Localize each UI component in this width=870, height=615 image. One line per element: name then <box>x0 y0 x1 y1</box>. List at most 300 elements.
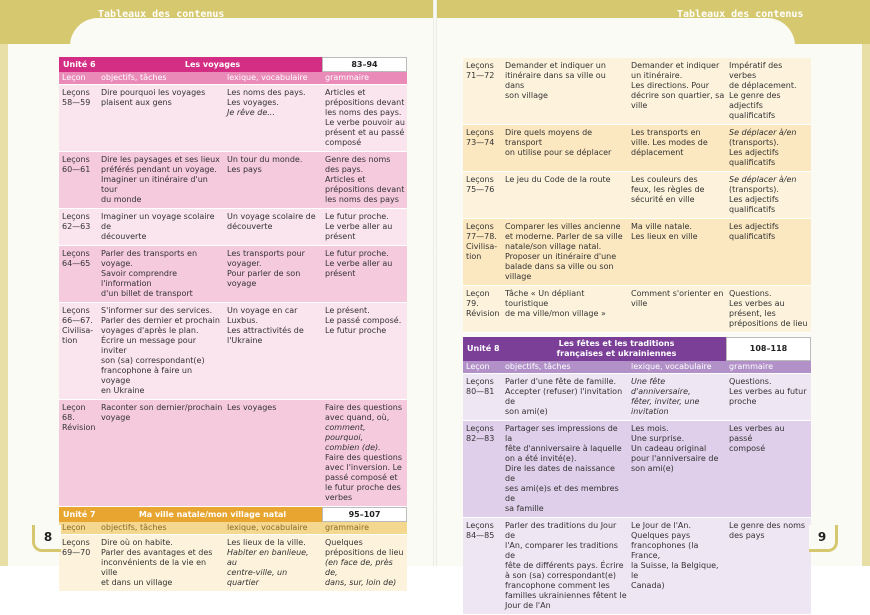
objectifs-cell <box>503 286 629 332</box>
unit-pages: 95–107 <box>322 507 407 522</box>
cell-line: Les mois. <box>631 424 669 433</box>
objectifs-cell <box>503 518 629 614</box>
lecon-cell <box>59 535 99 591</box>
cell-line: Canada) <box>631 581 665 590</box>
cell-line: francophone comment les <box>505 581 610 590</box>
cell-line: tion <box>62 336 78 345</box>
contents-table-left <box>59 57 407 592</box>
lexique-cell <box>225 400 323 506</box>
cell-line: 75—76 <box>466 185 495 194</box>
cell-line: combien (de). <box>325 443 381 452</box>
cell-line: la Suisse, la Belgique, le <box>631 561 719 580</box>
col-objectifs: objectifs, tâches <box>101 523 167 532</box>
cell-line: son ami(e) <box>505 407 548 416</box>
cell-line: présent <box>325 269 356 278</box>
lecon-cell <box>59 400 99 506</box>
lecon-cell <box>59 152 99 208</box>
cell-line: Je rêve de... <box>227 108 275 117</box>
col-grammaire: grammaire <box>325 523 370 532</box>
objectifs-cell <box>99 209 225 245</box>
unit-pages: 108–118 <box>726 337 811 361</box>
cell-line: Écrire un message pour inviter <box>101 336 197 355</box>
cell-line: Le futur proche <box>325 326 387 335</box>
lexique-cell <box>225 85 323 151</box>
unit-title-line-1: Les fêtes et les traditions <box>558 339 675 348</box>
cell-line: proche <box>729 397 757 406</box>
lecon-cell <box>463 286 503 332</box>
cell-line: Les voyages <box>227 403 277 412</box>
cell-line: en Ukraine <box>101 386 145 395</box>
lecon-cell <box>463 219 503 285</box>
lecon-cell <box>463 172 503 218</box>
unit-8-block <box>463 337 811 615</box>
cell-line: ville <box>631 101 648 110</box>
cell-line: Leçon <box>466 289 490 298</box>
cell-line: son village <box>505 91 548 100</box>
lexique-cell <box>225 209 323 245</box>
objectifs-cell <box>503 374 629 420</box>
cell-line: Questions. <box>729 377 772 386</box>
cell-line: composé <box>325 138 362 147</box>
cell-line: Parler des avantages et des <box>101 548 213 557</box>
cell-line: Un voyage en car <box>227 306 298 315</box>
cell-line: Comparer les villes ancienne <box>505 222 621 231</box>
cell-line: Jour de l'An <box>505 601 551 610</box>
cell-line: francophone à faire un voyage <box>101 366 193 385</box>
cell-line: découverte <box>101 232 147 241</box>
cell-line: invitation <box>631 407 669 416</box>
cell-line: Dire où on habite. <box>101 538 173 547</box>
lecon-cell <box>59 209 99 245</box>
cell-line: composé <box>729 444 766 453</box>
unit-7-block <box>59 507 407 592</box>
cell-line: d'un billet de transport <box>101 289 193 298</box>
lecon-cell <box>59 85 99 151</box>
cell-line: verbes <box>325 493 353 502</box>
cell-line: ville. Les modes de <box>631 138 708 147</box>
cell-line: présent, les <box>729 309 776 318</box>
cell-line: Le futur proche. <box>325 212 389 221</box>
unit-label: Unité 6 <box>63 59 96 69</box>
cell-line: itinéraire dans sa ville ou dans <box>505 71 606 90</box>
cell-line: son ami(e) <box>631 464 674 473</box>
cell-line: natale/son village natal. <box>505 242 602 251</box>
grammaire-cell <box>323 303 407 399</box>
cell-line: Luxbus. <box>227 316 258 325</box>
cell-line: Ma ville natale. <box>631 222 692 231</box>
cell-line: l'Ukraine <box>227 336 263 345</box>
cell-line: Articles et <box>325 88 366 97</box>
table-row <box>463 172 811 219</box>
cell-line: Révision <box>466 309 500 318</box>
cell-line: Leçons <box>62 306 90 315</box>
cell-line: Faire des questions <box>325 453 403 462</box>
cell-line: (en face de, près de, <box>325 558 393 577</box>
cell-line: passé composé et <box>325 473 398 482</box>
cell-line: Leçons <box>62 212 90 221</box>
cell-line: des pays <box>729 531 765 540</box>
table-row <box>463 374 811 421</box>
cell-line: Les couleurs des <box>631 175 698 184</box>
objectifs-cell <box>99 246 225 302</box>
lexique-cell <box>225 303 323 399</box>
grammaire-cell <box>323 400 407 506</box>
cell-line: un itinéraire. <box>631 71 683 80</box>
cell-line: Le passé composé. <box>325 316 402 325</box>
cell-line: prépositions de lieu <box>325 548 404 557</box>
cell-line: Le Jour de l'An. <box>631 521 691 530</box>
cell-line: Comment s'orienter en <box>631 289 724 298</box>
grammaire-cell <box>727 286 811 332</box>
unit-6-block <box>59 57 407 507</box>
cell-line: 73—74 <box>466 138 495 147</box>
column-header-row <box>463 361 811 374</box>
cell-line: 62—63 <box>62 222 91 231</box>
cell-line: Parler des dernier et prochain <box>101 316 220 325</box>
cell-line: 80—81 <box>466 387 495 396</box>
cell-line: qualificatifs <box>729 158 776 167</box>
cell-line: Les verbes au passé <box>729 424 785 443</box>
lecon-cell <box>463 518 503 614</box>
cell-line: son (sa) correspondant(e) <box>101 356 205 365</box>
grammaire-cell <box>323 209 407 245</box>
objectifs-cell <box>99 85 225 151</box>
cell-line: fête de différents pays. Écrire <box>505 561 624 570</box>
cell-line: francophones (la France, <box>631 541 699 560</box>
table-row <box>463 518 811 615</box>
cell-line: Les verbes au futur <box>729 387 807 396</box>
table-row <box>59 303 407 400</box>
cell-line: Les adjectifs <box>729 222 779 231</box>
table-row <box>463 125 811 172</box>
cell-line: Le présent. <box>325 306 370 315</box>
cell-line: Les verbes au <box>729 299 785 308</box>
lexique-cell <box>225 535 323 591</box>
cell-line: fête d'anniversaire à laquelle <box>505 444 622 453</box>
cell-line: inconvénients de la vie en ville <box>101 558 207 577</box>
cell-line: Partager ses impressions de la <box>505 424 618 443</box>
cell-line: du monde <box>101 195 142 204</box>
cell-line: ville <box>631 299 648 308</box>
cell-line: Civilisa- <box>62 326 94 335</box>
cell-line: familles ukrainiennes fêtent le <box>505 591 627 600</box>
cell-line: Quelques <box>325 538 363 547</box>
cell-line: Se déplacer à/en <box>729 128 797 137</box>
col-grammaire: grammaire <box>325 73 370 82</box>
cell-line: S'informer sur des services. <box>101 306 213 315</box>
cell-line: déplacement <box>631 148 684 157</box>
objectifs-cell <box>503 58 629 124</box>
grammaire-cell <box>323 152 407 208</box>
cell-line: Leçons <box>466 175 494 184</box>
cell-line: Leçons <box>62 538 90 547</box>
table-row <box>463 58 811 125</box>
grammaire-cell <box>727 518 811 614</box>
cell-line: Leçons <box>466 377 494 386</box>
cell-line: (transports). <box>729 138 779 147</box>
col-lecon: Leçon <box>62 73 86 82</box>
table-row <box>463 219 811 286</box>
col-lecon: Leçon <box>62 523 86 532</box>
grammaire-cell <box>727 58 811 124</box>
unit-title: Les voyages <box>184 59 241 69</box>
column-header-row <box>59 522 407 535</box>
cell-line: prépositions devant <box>325 98 405 107</box>
unit-title: Ma ville natale/mon village natal <box>138 509 287 519</box>
col-objectifs: objectifs, tâches <box>505 362 571 371</box>
cell-line: Parler des traditions du Jour de <box>505 521 617 540</box>
cell-line: pour l'anniversaire de <box>631 454 719 463</box>
lexique-cell <box>629 125 727 171</box>
col-lexique: lexique, vocabulaire <box>227 73 308 82</box>
lexique-cell <box>629 219 727 285</box>
col-lecon: Leçon <box>466 362 490 371</box>
lexique-cell <box>225 152 323 208</box>
cell-line: Révision <box>62 423 96 432</box>
contents-table-right <box>463 58 811 615</box>
cell-line: Parler d'une fête de famille. <box>505 377 617 386</box>
cell-line: Le genre des <box>729 91 781 100</box>
cell-line: découverte <box>227 222 273 231</box>
cell-line: et moderne. Parler de sa ville <box>505 232 623 241</box>
lecon-cell <box>463 58 503 124</box>
cell-line: Dire les dates de naissance de <box>505 464 615 483</box>
cell-line: Leçons <box>466 128 494 137</box>
grammaire-cell <box>323 535 407 591</box>
cell-line: Leçon <box>62 403 86 412</box>
cell-line: 68. <box>62 413 75 422</box>
cell-line: 71—72 <box>466 71 495 80</box>
cell-line: 84—85 <box>466 531 495 540</box>
cell-line: Tâche « Un dépliant touristique <box>505 289 585 308</box>
page-number: 8 <box>32 525 61 552</box>
cell-line: Se déplacer à/en <box>729 175 797 184</box>
cell-line: Les transports en <box>631 128 701 137</box>
cell-line: Le futur proche. <box>325 249 389 258</box>
table-row <box>59 152 407 209</box>
cell-line: l'An, comparer les traditions de <box>505 541 618 560</box>
objectifs-cell <box>503 172 629 218</box>
table-row <box>59 85 407 152</box>
cell-line: de déplacement. <box>729 81 797 90</box>
cell-line: Leçons <box>466 521 494 530</box>
cell-line: Questions. <box>729 289 772 298</box>
cell-line: 77—78. <box>466 232 497 241</box>
cell-line: Les pays <box>227 165 262 174</box>
cell-line: et dans un village <box>101 578 173 587</box>
cell-line: Articles et <box>325 175 366 184</box>
cell-line: qualificatifs <box>729 205 776 214</box>
lexique-cell <box>629 286 727 332</box>
objectifs-cell <box>503 125 629 171</box>
cell-line: Les lieux en ville <box>631 232 698 241</box>
cell-line: Pour parler de son voyage <box>227 269 301 288</box>
cell-line: voyages d'après le plan. <box>101 326 199 335</box>
cell-line: voyage <box>101 413 131 422</box>
cell-line: (transports). <box>729 185 779 194</box>
cell-line: Une surprise. <box>631 434 685 443</box>
cell-line: on utilise pour se déplacer <box>505 148 612 157</box>
objectifs-cell <box>503 219 629 285</box>
objectifs-cell <box>99 535 225 591</box>
cell-line: Les adjectifs <box>729 195 779 204</box>
objectifs-cell <box>99 303 225 399</box>
cell-line: Les directions. Pour <box>631 81 710 90</box>
lecon-cell <box>463 125 503 171</box>
cell-line: des pays. <box>325 165 364 174</box>
lexique-cell <box>629 518 727 614</box>
cell-line: adjectifs qualificatifs <box>729 101 776 120</box>
lexique-cell <box>629 374 727 420</box>
cell-line: on a été invité(e). <box>505 454 577 463</box>
grammaire-cell <box>727 125 811 171</box>
cell-line: Demander et indiquer un <box>505 61 606 70</box>
cell-line: Leçons <box>62 155 90 164</box>
cell-line: 64—65 <box>62 259 91 268</box>
cell-line: Genre des noms <box>325 155 391 164</box>
table-row <box>463 286 811 333</box>
cell-line: Leçons <box>62 88 90 97</box>
col-objectifs: objectifs, tâches <box>101 73 167 82</box>
lexique-cell <box>629 58 727 124</box>
cell-line: Le verbe pouvoir au <box>325 118 405 127</box>
grammaire-cell <box>323 85 407 151</box>
cell-line: avec quand, où, <box>325 413 390 422</box>
cell-line: les noms des pays <box>325 195 399 204</box>
cell-line: balade dans sa ville ou son village <box>505 262 614 281</box>
cell-line: Accepter (refuser) l'invitation de <box>505 387 623 406</box>
cell-line: Parler des transports en voyage. <box>101 249 198 268</box>
page-number: 9 <box>809 525 838 552</box>
cell-line: qualificatifs <box>729 232 776 241</box>
cell-line: le futur proche des <box>325 483 401 492</box>
table-row <box>59 209 407 246</box>
lexique-cell <box>629 421 727 517</box>
cell-line: Quelques pays <box>631 531 691 540</box>
cell-line: Habiter en banlieue, au <box>227 548 309 567</box>
objectifs-cell <box>503 421 629 517</box>
cell-line: Leçons <box>466 222 494 231</box>
cell-line: Les adjectifs <box>729 148 779 157</box>
table-row <box>463 421 811 518</box>
col-grammaire: grammaire <box>729 362 774 371</box>
cell-line: préférés pendant un voyage. <box>101 165 217 174</box>
table-row <box>59 535 407 592</box>
cell-line: voyager. <box>227 259 262 268</box>
cell-line: Leçons <box>466 424 494 433</box>
cell-line: 60—61 <box>62 165 91 174</box>
cell-line: sa famille <box>505 504 544 513</box>
grammaire-cell <box>727 219 811 285</box>
cell-line: 58—59 <box>62 98 91 107</box>
col-lexique: lexique, vocabulaire <box>227 523 308 532</box>
cell-line: Les noms des pays. <box>227 88 306 97</box>
cell-line: de ma ville/mon village » <box>505 309 606 318</box>
unit-pages: 83–94 <box>322 57 407 72</box>
objectifs-cell <box>99 400 225 506</box>
lexique-cell <box>225 246 323 302</box>
cell-line: 82—83 <box>466 434 495 443</box>
cell-line: à son (sa) correspondant(e) <box>505 571 617 580</box>
lexique-cell <box>629 172 727 218</box>
cell-line: Proposer un itinéraire d'une <box>505 252 617 261</box>
cell-line: présent et au passé <box>325 128 405 137</box>
cell-line: plaisent aux gens <box>101 98 172 107</box>
cell-line: tion <box>466 252 482 261</box>
cell-line: comment, pourquoi, <box>325 423 366 442</box>
cell-line: avec l'inversion. Le <box>325 463 402 472</box>
cell-line: Raconter son dernier/prochain <box>101 403 223 412</box>
cell-line: Le verbe aller au <box>325 259 393 268</box>
cell-line: prépositions de lieu <box>729 319 808 328</box>
lecon-cell <box>59 303 99 399</box>
cell-line: 66—67. <box>62 316 93 325</box>
lecon-cell <box>463 421 503 517</box>
unit-7-continued-block <box>463 58 811 333</box>
cell-line: Le jeu du Code de la route <box>505 175 611 184</box>
table-row <box>59 400 407 507</box>
cell-line: sécurité en ville <box>631 195 695 204</box>
lecon-cell <box>463 374 503 420</box>
cell-line: ses ami(e)s et des membres de <box>505 484 619 503</box>
cell-line: dans, sur, loin de) <box>325 578 397 587</box>
cell-line: Impératif des verbes <box>729 61 783 80</box>
objectifs-cell <box>99 152 225 208</box>
cell-line: centre-ville, un quartier <box>227 568 288 587</box>
table-row <box>59 246 407 303</box>
cell-line: Dire quels moyens de transport <box>505 128 593 147</box>
lecon-cell <box>59 246 99 302</box>
cell-line: Un tour du monde. <box>227 155 303 164</box>
cell-line: Un voyage scolaire de <box>227 212 316 221</box>
cell-line: 79. <box>466 299 479 308</box>
cell-line: Les lieux de la ville. <box>227 538 306 547</box>
column-header-row <box>59 72 407 85</box>
cell-line: Dire pourquoi les voyages <box>101 88 206 97</box>
cell-line: Une fête d'anniversaire, <box>631 377 691 396</box>
grammaire-cell <box>323 246 407 302</box>
cell-line: Un cadeau original <box>631 444 707 453</box>
cell-line: Faire des questions <box>325 403 403 412</box>
cell-line: Demander et indiquer <box>631 61 720 70</box>
cell-line: fêter, inviter, une <box>631 397 700 406</box>
cell-line: Les attractivités de <box>227 326 304 335</box>
cell-line: Savoir comprendre l'information <box>101 269 178 288</box>
cell-line: les noms des pays. <box>325 108 402 117</box>
cell-line: Leçons <box>62 249 90 258</box>
cell-line: 69—70 <box>62 548 91 557</box>
cell-line: Les voyages. <box>227 98 279 107</box>
col-lexique: lexique, vocabulaire <box>631 362 712 371</box>
grammaire-cell <box>727 374 811 420</box>
left-page <box>0 0 435 587</box>
cell-line: Les transports pour <box>227 249 305 258</box>
cell-line: présent <box>325 232 356 241</box>
cell-line: Civilisa- <box>466 242 498 251</box>
header-title: Tableaux des contenus <box>98 9 225 20</box>
cell-line: Dire les paysages et ses lieux <box>101 155 220 164</box>
cell-line: décrire son quartier, sa <box>631 91 725 100</box>
unit-label: Unité 7 <box>63 509 96 519</box>
grammaire-cell <box>727 421 811 517</box>
grammaire-cell <box>727 172 811 218</box>
cell-line: feux, les règles de <box>631 185 705 194</box>
cell-line: Leçons <box>466 61 494 70</box>
unit-title-line-2: françaises et ukrainiennes <box>556 349 677 358</box>
unit-label: Unité 8 <box>467 344 500 353</box>
cell-line: Imaginer un itinéraire d'un tour <box>101 175 208 194</box>
cell-line: Le genre des noms <box>729 521 806 530</box>
